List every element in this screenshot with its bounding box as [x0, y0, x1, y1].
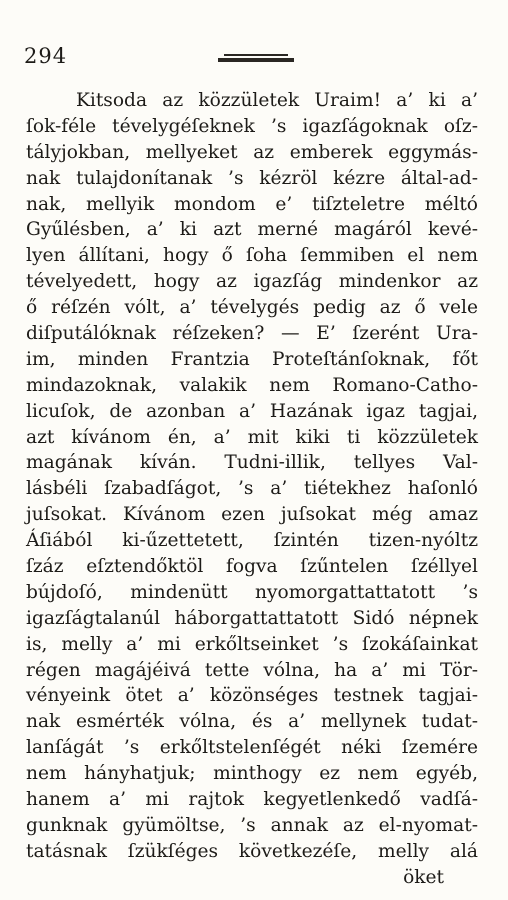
- header-rule: [218, 58, 294, 62]
- text-line: nak esmérték vólna, és a’ mellynek tudat-: [26, 711, 478, 733]
- text-line: lyen állítani, hogy ő ſoha ſemmiben el nem: [26, 245, 478, 267]
- text-line: ő réſzén vólt, a’ tévelygés pedig az ő vele: [26, 297, 478, 319]
- body-text: [26, 88, 478, 891]
- text-line: juſsokat. Kívánom ezen juſsokat még amaz: [26, 504, 478, 526]
- text-line: nem hányhatjuk; minthogy ez nem egyéb,: [26, 763, 478, 785]
- text-line: vényeink ötet a’ közönséges testnek tagjai-: [26, 685, 478, 707]
- text-line: lanſágát ’s erkőltstelenſégét néki ſzemére: [26, 737, 478, 759]
- text-line: mindazoknak, valakik nem Romano-Catho-: [26, 374, 478, 396]
- text-line: Kitsoda az közzületek Uraim! a’ ki a’: [76, 90, 478, 111]
- text-line: nak, mellyik mondom e’ tiſzteletre méltó: [26, 193, 478, 215]
- text-line: régen magájéivá tette vólna, ha a’ mi Tör-: [26, 659, 478, 681]
- text-line: gunknak gyümöltse, ’s annak az el-nyomat-: [26, 814, 478, 836]
- text-line: tatásnak ſzükſéges következéſe, melly alá: [26, 840, 478, 862]
- text-line: Áſiából ki-űzettetett, ſzintén tizen-nyóltz: [26, 530, 478, 552]
- text-line: bújdoſó, mindenütt nyomorgattattatott ’s: [26, 581, 478, 603]
- text-line: azt kívánom én, a’ mit kiki ti közzületek: [26, 426, 478, 448]
- text-line: ſok-féle tévelygéſeknek ’s igazſágoknak oſz-: [26, 115, 478, 137]
- page-number: 294: [24, 44, 68, 68]
- text-line: magának kíván. Tudni-illik, tellyes Val-: [26, 452, 478, 474]
- text-line: tévelyedett, hogy az igazſág mindenkor az: [26, 271, 478, 293]
- catchword: öket: [403, 866, 444, 888]
- text-line: hanem a’ mi rajtok kegyetlenkedő vadſá-: [26, 789, 478, 811]
- text-line: licuſok, de azonban a’ Hazának igaz tagjai,: [26, 400, 478, 422]
- text-line: Gyűlésben, a’ ki azt merné magáról kevé-: [26, 219, 478, 241]
- text-line: igazſágtalanúl háborgattattatott Sidó népnek: [26, 607, 478, 629]
- text-line: tályjokban, mellyeket az emberek eggymás-: [26, 141, 478, 163]
- text-line: is, melly a’ mi erkőltseinket ’s ſzokáſainkat: [26, 633, 478, 655]
- text-line: lásbéli ſzabadſágot, ’s a’ tiétekhez haſonló: [26, 478, 478, 500]
- text-line: diſputálóknak réſzeken? — E’ ſzerént Ura-: [26, 323, 478, 345]
- text-line: nak tulajdonítanak ’s kézröl kézre által-ad-: [26, 167, 478, 189]
- text-line: ſzáz eſztendőktöl fogva ſzűntelen ſzéllyel: [26, 556, 478, 578]
- text-line: im, minden Frantzia Proteſtánſoknak, főt: [26, 348, 478, 370]
